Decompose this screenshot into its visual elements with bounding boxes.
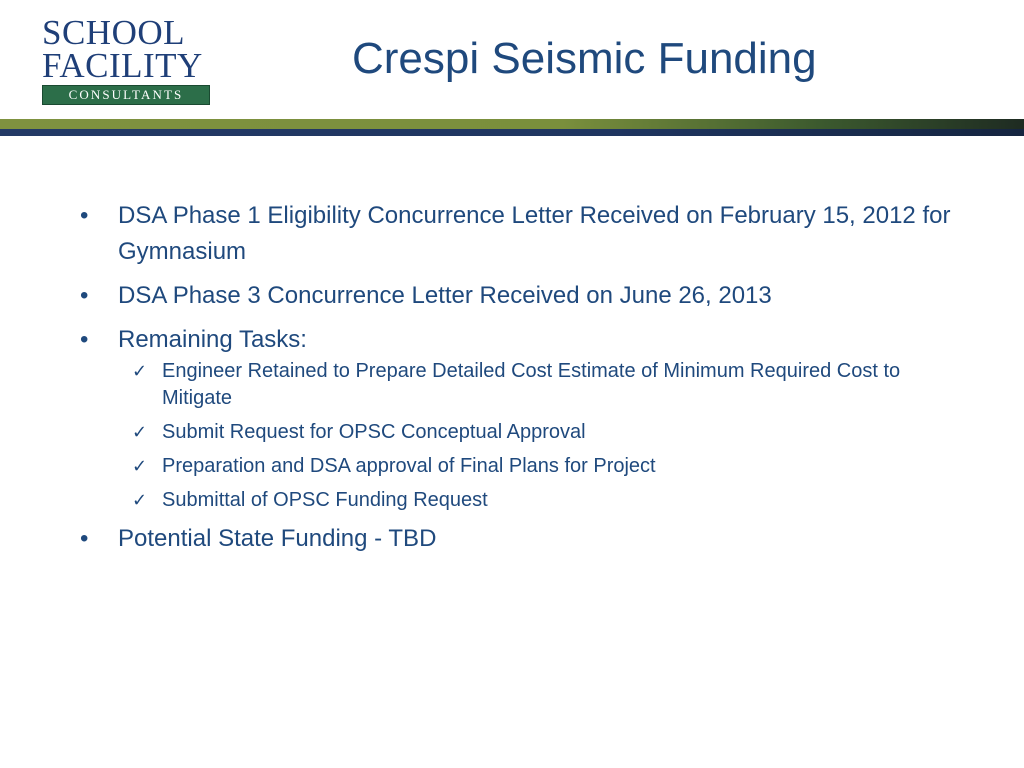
bullet-list: [80, 198, 980, 565]
bullet-item: [80, 521, 980, 557]
header-divider: [0, 119, 1024, 136]
bullet-item: [80, 278, 980, 314]
bullet-icon: •: [80, 202, 89, 229]
remaining-tasks-list: [80, 358, 980, 514]
bullet-icon: •: [80, 282, 89, 309]
task-item: [80, 487, 922, 514]
divider-band-navy: [0, 129, 1024, 136]
checkmark-icon: ✓: [132, 361, 148, 381]
logo-line-consultants: CONSULTANTS: [42, 85, 210, 105]
bullet-text: DSA Phase 3 Concurrence Letter Received on June 26, 2013: [118, 282, 772, 309]
bullet-text: Potential State Funding - TBD: [118, 525, 437, 552]
bullet-icon: •: [80, 326, 89, 353]
task-text: Engineer Retained to Prepare Detailed Cost Estimate of Minimum Required Cost to Mitigate: [162, 360, 901, 409]
checkmark-icon: ✓: [132, 456, 148, 476]
bullet-icon: •: [80, 525, 89, 552]
checkmark-icon: ✓: [132, 490, 148, 510]
school-facility-consultants-logo: [42, 13, 214, 105]
bullet-item: [80, 198, 980, 270]
logo-line-school: SCHOOL: [42, 13, 186, 52]
task-item: [80, 453, 922, 480]
bullet-item-remaining-tasks: [80, 322, 980, 358]
task-item: [80, 358, 922, 412]
task-text: Preparation and DSA approval of Final Plans for Project: [162, 455, 656, 477]
task-text: Submittal of OPSC Funding Request: [162, 489, 488, 511]
slide-title: Crespi Seismic Funding: [352, 34, 817, 83]
checkmark-icon: ✓: [132, 422, 148, 442]
task-text: Submit Request for OPSC Conceptual Approval: [162, 421, 586, 443]
divider-band-green: [0, 119, 1024, 129]
bullet-text: DSA Phase 1 Eligibility Concurrence Letter Received on February 15, 2012 for Gymnasium: [118, 202, 951, 265]
logo-line-facility: FACILITY: [42, 46, 203, 85]
task-item: [80, 419, 922, 446]
bullet-text: Remaining Tasks:: [118, 326, 307, 353]
